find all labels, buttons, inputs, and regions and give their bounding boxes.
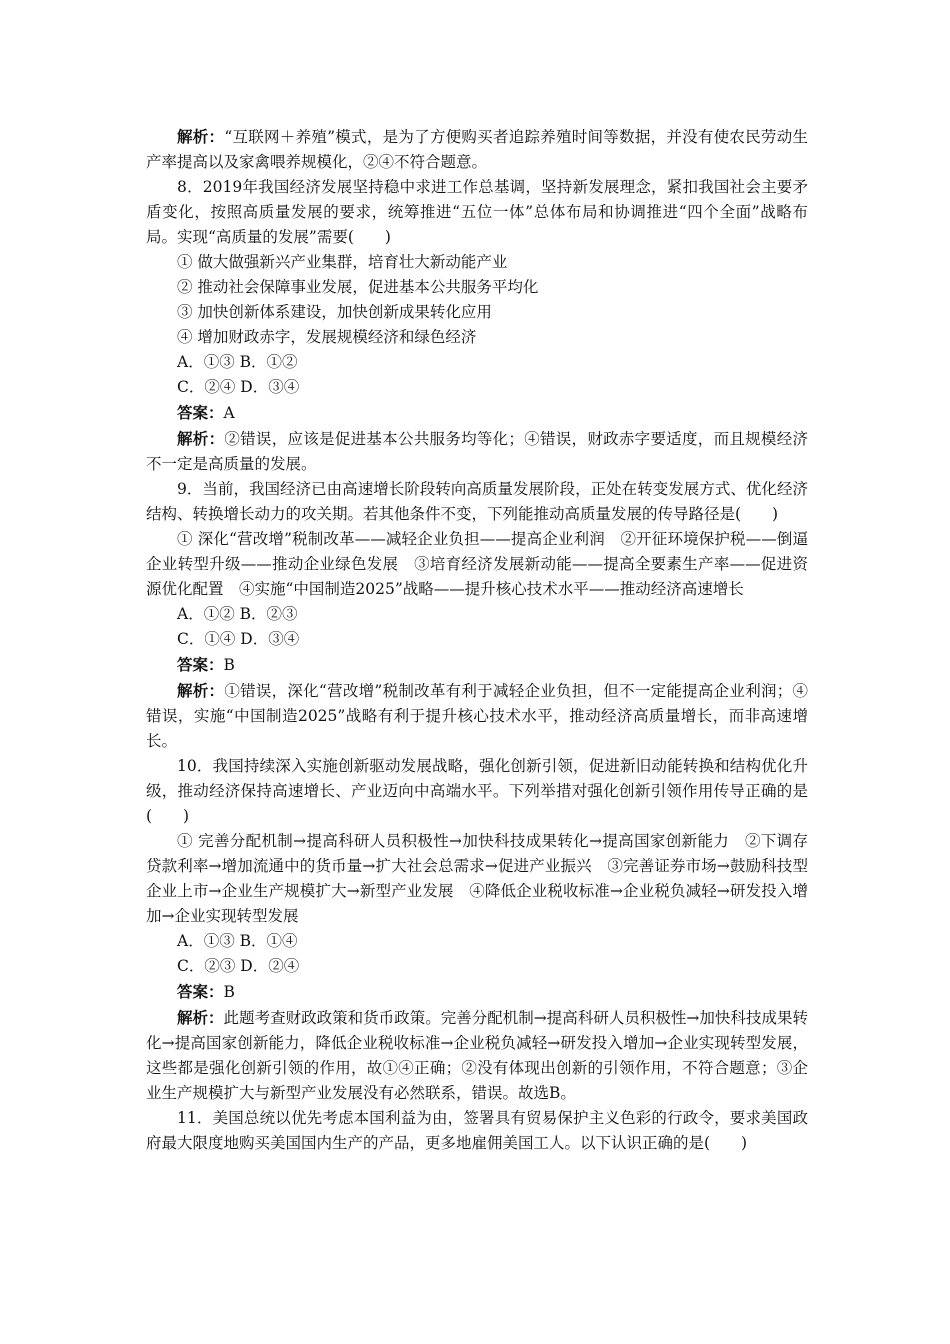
answer-label: 答案： [177,655,224,674]
q10-choices-cd: C．②③ D．②④ [177,957,300,975]
q9-choices-ab: A．①② B．②③ [177,605,298,623]
question-10: 10．我国持续深入实施创新驱动发展战略，强化创新引领，促进新旧动能转换和结构优化升级，推动经济保持高速增长、产业迈向中高端水平。下列举措对强化创新引领作用传导正确的是( ) [146,757,808,825]
analysis-q7 [146,124,808,175]
analysis-text: ②错误，应该是促进基本公共服务均等化；④错误，财政赤字要适度，而且规模经济不一定是高质量的发展。 [146,430,808,473]
q10-answer [146,979,808,1005]
q8-choices-ab: A．①③ B．①② [177,353,298,371]
q10-options: ① 完善分配机制→提高科研人员积极性→加快科技成果转化→提高国家创新能力 ②下调存贷款利率→增加流通中的货币量→扩大社会总需求→促进产业振兴 ③完善证券市场→鼓励科技型企业上市→企业生产规模扩大→新型产业发展 ④降低企业税收标准→企业税负减轻→研发投入增加→企业实现转型发展 [146,832,808,925]
q9-options: ① 深化“营改增”税制改革——减轻企业负担——提高企业利润 ②开征环境保护税——倒逼企业转型升级——推动企业绿色发展 ③培育经济发展新动能——提高全要素生产率——促进资源优化配置 ④实施“中国制造2025”战略——提升核心技术水平——推动经济高速增长 [146,530,808,598]
document-body [146,124,808,1156]
q8-option-2: ② 推动社会保障事业发展，促进基本公共服务平均化 [177,278,539,296]
q10-analysis [146,1005,808,1106]
answer-label: 答案： [177,403,224,422]
q10-choices-ab: A．①③ B．①④ [177,932,298,950]
analysis-label: 解析： [177,127,225,146]
q9-analysis [146,678,808,754]
question-8: 8．2019年我国经济发展坚持稳中求进工作总基调，坚持新发展理念，紧扣我国社会主要矛盾变化，按照高质量发展的要求，统筹推进“五位一体”总体布局和协调推进“四个全面”战略布局。实现“高质量的发展”需要( ) [146,178,808,246]
answer-value: B [223,656,235,674]
answer-label: 答案： [177,982,224,1001]
question-9: 9．当前，我国经济已由高速增长阶段转向高质量发展阶段，正处在转变发展方式、优化经济结构、转换增长动力的攻关期。若其他条件不变，下列能推动高质量发展的传导路径是( ) [146,480,808,523]
q9-answer [146,652,808,678]
analysis-text: ①错误，深化“营改增”税制改革有利于减轻企业负担，但不一定能提高企业利润；④错误，实施“中国制造2025”战略有利于提升核心技术水平，推动经济高质量增长，而非高速增长。 [146,682,808,750]
analysis-label: 解析： [177,681,225,700]
q8-answer [146,400,808,426]
analysis-label: 解析： [177,429,225,448]
answer-value: B [223,983,235,1001]
q8-option-3: ③ 加快创新体系建设，加快创新成果转化应用 [177,303,492,321]
q8-option-4: ④ 增加财政赤字，发展规模经济和绿色经济 [177,328,477,346]
analysis-text: “互联网＋养殖”模式，是为了方便购买者追踪养殖时间等数据，并没有使农民劳动生产率提高以及家禽喂养规模化，②④不符合题意。 [146,128,808,171]
analysis-text: 此题考查财政政策和货币政策。完善分配机制→提高科研人员积极性→加快科技成果转化→提高国家创新能力，降低企业税收标准→企业税负减轻→研发投入增加→企业实现转型发展，这些都是强化创新引领的作用，故①④正确；②没有体现出创新的引领作用，不符合题意；③企业生产规模扩大与新型产业发展没有必然联系，错误。故选B。 [146,1009,808,1102]
question-11: 11．美国总统以优先考虑本国利益为由，签署具有贸易保护主义色彩的行政令，要求美国政府最大限度地购买美国国内生产的产品，更多地雇佣美国工人。以下认识正确的是( ) [146,1109,808,1152]
analysis-label: 解析： [177,1008,224,1027]
answer-value: A [223,404,235,422]
q8-option-1: ① 做大做强新兴产业集群，培育壮大新动能产业 [177,253,508,271]
q8-choices-cd: C．②④ D．③④ [177,378,300,396]
q9-choices-cd: C．①④ D．③④ [177,630,300,648]
q8-analysis [146,426,808,477]
